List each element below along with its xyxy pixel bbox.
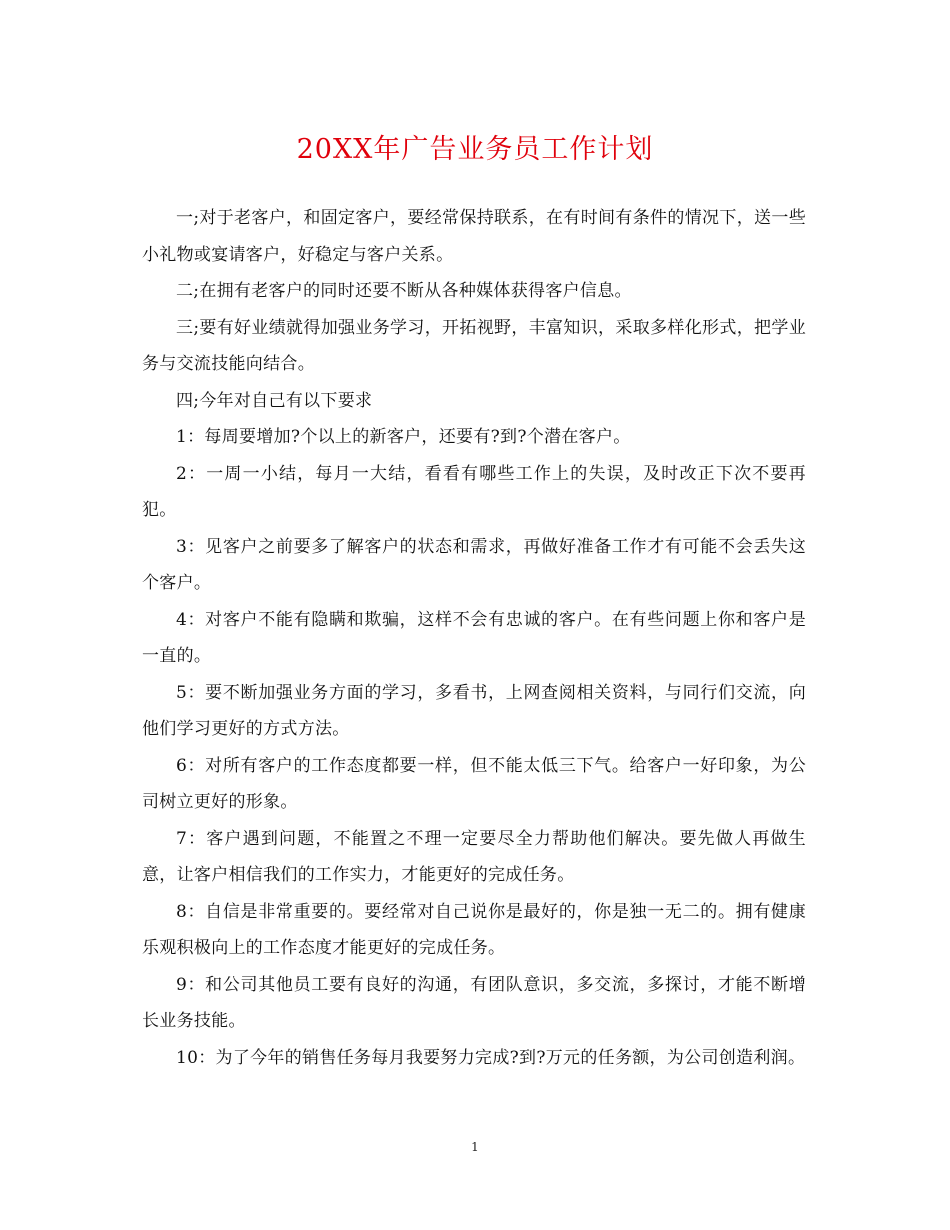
requirement-item-2: 2：一周一小结，每月一大结，看看有哪些工作上的失误，及时改正下次不要再犯。	[142, 463, 806, 520]
document-body	[142, 200, 806, 1076]
requirement-item-5: 5：要不断加强业务方面的学习，多看书，上网查阅相关资料，与同行们交流，向他们学习更好的方式方法。	[142, 682, 806, 739]
requirement-item-3: 3：见客户之前要多了解客户的状态和需求，再做好准备工作才有可能不会丢失这个客户。	[142, 536, 806, 593]
page-number: 1	[471, 1140, 479, 1154]
requirement-item-10: 10：为了今年的销售任务每月我要努力完成?到?万元的任务额，为公司创造利润。	[176, 1047, 806, 1068]
paragraph-2: 二;在拥有老客户的同时还要不断从各种媒体获得客户信息。	[176, 281, 632, 301]
paragraph-3: 三;要有好业绩就得加强业务学习，开拓视野，丰富知识，采取多样化形式，把学业务与交流技能向结合。	[142, 317, 806, 374]
paragraph-4: 四;今年对自己有以下要求	[176, 390, 373, 411]
requirement-item-6: 6：对所有客户的工作态度都要一样，但不能太低三下气。给客户一好印象，为公司树立更好的形象。	[142, 755, 806, 812]
requirement-item-7: 7：客户遇到问题，不能置之不理一定要尽全力帮助他们解决。要先做人再做生意，让客户相信我们的工作实力，才能更好的完成任务。	[142, 828, 806, 885]
document-title: 20XX年广告业务员工作计划	[296, 134, 654, 165]
requirement-item-9: 9：和公司其他员工要有良好的沟通，有团队意识，多交流，多探讨，才能不断增长业务技能。	[142, 974, 806, 1031]
paragraph-1: 一;对于老客户，和固定客户，要经常保持联系，在有时间有条件的情况下，送一些小礼物或宴请客户，好稳定与客户关系。	[142, 208, 806, 265]
requirement-item-1: 1：每周要增加?个以上的新客户，还要有?到?个潜在客户。	[176, 427, 631, 447]
requirement-item-4: 4：对客户不能有隐瞒和欺骗，这样不会有忠诚的客户。在有些问题上你和客户是一直的。	[142, 609, 806, 666]
requirement-item-8: 8：自信是非常重要的。要经常对自己说你是最好的，你是独一无二的。拥有健康乐观积极向上的工作态度才能更好的完成任务。	[142, 901, 806, 958]
